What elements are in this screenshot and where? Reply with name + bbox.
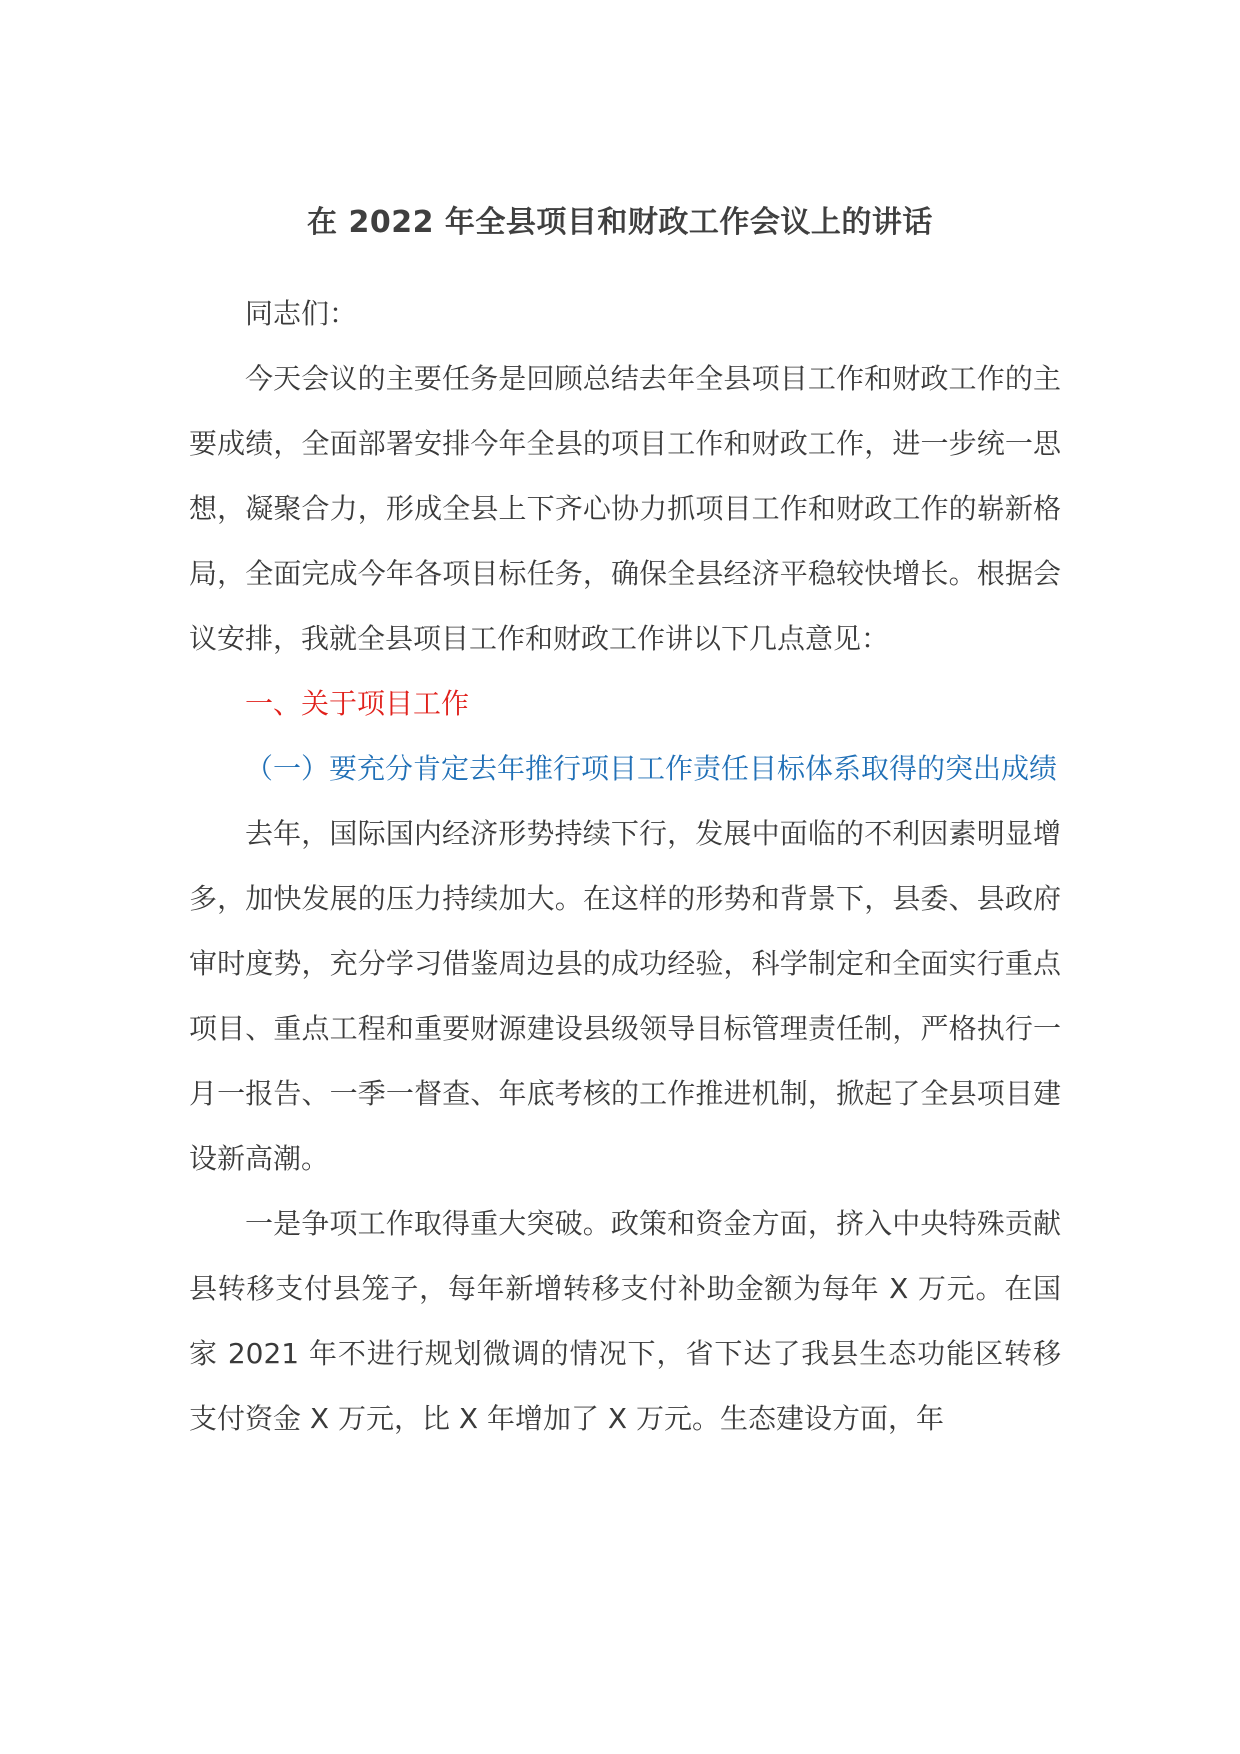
document-body (189, 281, 1061, 1451)
intro-paragraph: 今天会议的主要任务是回顾总结去年全县项目工作和财政工作的主要成绩，全面部署安排今年全县的项目工作和财政工作，进一步统一思想，凝聚合力，形成全县上下齐心协力抓项目工作和财政工作的崭新格局，全面完成今年各项目标任务，确保全县经济平稳较快增长。根据会议安排，我就全县项目工作和财政工作讲以下几点意见： (189, 362, 1061, 655)
section-heading: 一、关于项目工作 (245, 687, 470, 720)
context-paragraph: 去年，国际国内经济形势持续下行，发展中面临的不利因素明显增多，加快发展的压力持续加大。在这样的形势和背景下，县委、县政府审时度势，充分学习借鉴周边县的成功经验，科学制定和全面实行重点项目、重点工程和重要财源建设县级领导目标管理责任制，严格执行一月一报告、一季一督查、年底考核的工作推进机制，掀起了全县项目建设新高潮。 (189, 817, 1061, 1175)
greeting: 同志们： (245, 297, 358, 330)
document-title: 在 2022 年全县项目和财政工作会议上的讲话 (307, 205, 933, 240)
first-point-paragraph: 一是争项工作取得重大突破。政策和资金方面，挤入中央特殊贡献县转移支付县笼子，每年新增转移支付补助金额为每年 X 万元。在国家 2021 年不进行规划微调的情况下，省下达了我县生态功能区转移支付资金 X 万元，比 X 年增加了 X 万元。生态建设方面，年 (189, 1207, 1061, 1435)
subsection-heading: （一）要充分肯定去年推行项目工作责任目标体系取得的突出成绩 (245, 752, 1058, 785)
